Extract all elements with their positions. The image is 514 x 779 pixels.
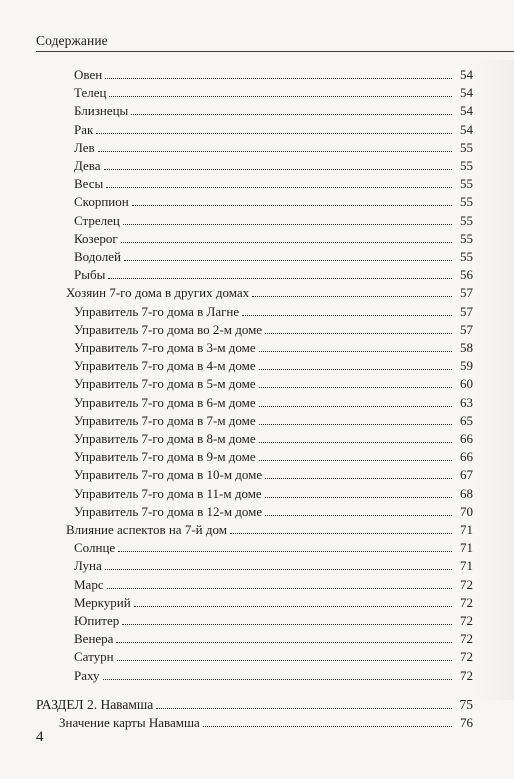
toc-entry-page: 72 bbox=[460, 576, 473, 592]
toc-entry bbox=[74, 229, 473, 247]
toc-entry bbox=[74, 538, 473, 556]
toc-entry bbox=[74, 302, 473, 320]
toc-entry-title: Значение карты Навамша bbox=[59, 715, 200, 730]
toc-entry bbox=[74, 192, 473, 210]
toc-entry bbox=[74, 120, 473, 138]
toc-entry-page: 56 bbox=[460, 267, 473, 283]
toc-entry bbox=[74, 247, 473, 265]
toc-entry bbox=[74, 447, 473, 465]
toc-entry-page: 65 bbox=[460, 412, 473, 428]
toc-entry-page: 72 bbox=[460, 631, 473, 647]
toc-entry-page: 55 bbox=[460, 249, 473, 264]
toc-entry-title: Меркурий bbox=[74, 594, 131, 610]
toc-entry-title: Весы bbox=[74, 176, 104, 192]
toc-entry-page: 54 bbox=[460, 85, 473, 101]
toc-entry-page: 57 bbox=[460, 321, 473, 337]
toc-entry-page: 71 bbox=[460, 522, 473, 537]
toc-entry bbox=[66, 520, 473, 538]
toc-entry-title: Управитель 7-го дома в 11-м доме bbox=[74, 485, 262, 501]
toc-entry-page: 75 bbox=[459, 696, 473, 712]
toc-dot-leader bbox=[265, 333, 452, 334]
toc-entry bbox=[74, 65, 473, 83]
toc-entry bbox=[36, 695, 473, 713]
toc-entry-page: 72 bbox=[460, 613, 473, 628]
toc-entry-title: Юпитер bbox=[74, 613, 120, 628]
toc-entry bbox=[74, 338, 473, 356]
toc-entry-title: Лев bbox=[74, 139, 95, 155]
toc-entry-page: 54 bbox=[460, 103, 473, 119]
toc-entry-title: Управитель 7-го дома в Лагне bbox=[74, 303, 240, 319]
toc-entry-title: Марс bbox=[74, 576, 104, 592]
toc-entry-title: Управитель 7-го дома в 10-м доме bbox=[74, 467, 263, 483]
header-rule bbox=[36, 51, 514, 52]
toc-dot-leader bbox=[104, 169, 452, 170]
toc-entry-title: Управитель 7-го дома в 6-м доме bbox=[74, 394, 256, 410]
toc-dot-leader bbox=[109, 96, 452, 97]
toc-dot-leader bbox=[131, 114, 452, 115]
toc-entry-page: 58 bbox=[460, 340, 473, 355]
toc-entry-title: Управитель 7-го дома в 8-м доме bbox=[74, 431, 256, 446]
toc-entry-title: Рак bbox=[74, 121, 94, 137]
toc-dot-leader bbox=[259, 369, 452, 370]
toc-entry bbox=[74, 411, 473, 429]
toc-entry bbox=[74, 356, 473, 374]
toc-entry-page: 54 bbox=[460, 67, 473, 82]
toc-dot-leader bbox=[265, 515, 452, 516]
toc-entry bbox=[74, 156, 473, 174]
toc-entry-page: 55 bbox=[460, 139, 473, 155]
toc-entry bbox=[74, 629, 473, 647]
toc-entry-title: Раху bbox=[74, 667, 100, 683]
toc-entry bbox=[74, 83, 473, 101]
toc-dot-leader bbox=[156, 708, 452, 709]
toc-entry bbox=[74, 647, 473, 665]
toc-dot-leader bbox=[107, 588, 452, 589]
toc-entry bbox=[66, 283, 473, 301]
toc-entry bbox=[74, 374, 473, 392]
toc-dot-leader bbox=[121, 242, 452, 243]
toc-dot-leader bbox=[108, 278, 452, 279]
toc-dot-leader bbox=[116, 642, 452, 643]
toc-entry-page: 55 bbox=[460, 230, 473, 246]
toc-entry bbox=[74, 556, 473, 574]
toc-dot-leader bbox=[259, 406, 452, 407]
toc-dot-leader bbox=[105, 569, 452, 570]
toc-entry-page: 57 bbox=[460, 285, 473, 301]
toc-entry-title: Дева bbox=[74, 158, 101, 173]
toc-entry-title: Близнецы bbox=[74, 103, 129, 119]
toc-dot-leader bbox=[117, 660, 452, 661]
toc-entry-page: 66 bbox=[460, 431, 473, 446]
toc-dot-leader bbox=[259, 460, 452, 461]
toc-dot-leader bbox=[265, 497, 452, 498]
toc-entry-title: Хозяин 7-го дома в других домах bbox=[66, 285, 250, 301]
toc-dot-leader bbox=[242, 315, 452, 316]
toc-entry-page: 72 bbox=[460, 667, 473, 683]
toc-entry bbox=[74, 211, 473, 229]
toc-entry-title: Стрелец bbox=[74, 212, 120, 228]
toc-entry-title: Влияние аспектов на 7-й дом bbox=[66, 522, 227, 537]
toc-entry-page: 60 bbox=[460, 376, 473, 392]
toc-dot-leader bbox=[118, 551, 452, 552]
toc-entry bbox=[74, 611, 473, 629]
toc-entry-page: 66 bbox=[460, 449, 473, 465]
toc-entry-title: Солнце bbox=[74, 540, 116, 556]
toc-dot-leader bbox=[132, 205, 452, 206]
toc-entry-title: Сатурн bbox=[74, 649, 114, 665]
toc-entry bbox=[59, 713, 473, 731]
toc-entry-page: 55 bbox=[460, 158, 473, 173]
toc-dot-leader bbox=[259, 442, 452, 443]
toc-entry-title: Управитель 7-го дома в 3-м доме bbox=[74, 340, 256, 355]
toc-entry-page: 67 bbox=[460, 467, 473, 483]
toc-entry bbox=[74, 265, 473, 283]
toc-dot-leader bbox=[96, 133, 452, 134]
toc-entry-title: Рыбы bbox=[74, 267, 106, 283]
toc-dot-leader bbox=[103, 679, 452, 680]
toc-entry-page: 57 bbox=[460, 303, 473, 319]
toc-entry-page: 55 bbox=[460, 194, 473, 210]
toc-entry-page: 55 bbox=[460, 212, 473, 228]
toc-entry-title: Водолей bbox=[74, 249, 121, 264]
toc-entry-title: Управитель 7-го дома во 2-м доме bbox=[74, 321, 263, 337]
toc-entry bbox=[74, 320, 473, 338]
toc-entry-title: Управитель 7-го дома в 9-м доме bbox=[74, 449, 256, 465]
toc-entry-page: 68 bbox=[460, 485, 473, 501]
toc-entry bbox=[74, 593, 473, 611]
toc-entry-page: 63 bbox=[460, 394, 473, 410]
toc-dot-leader bbox=[98, 151, 452, 152]
toc-dot-leader bbox=[122, 624, 452, 625]
toc-entry-title: РАЗДЕЛ 2. Навамша bbox=[36, 696, 154, 712]
toc-entry bbox=[74, 174, 473, 192]
toc-dot-leader bbox=[259, 351, 452, 352]
toc-entry-title: Управитель 7-го дома в 4-м доме bbox=[74, 358, 256, 374]
toc-dot-leader bbox=[230, 533, 452, 534]
running-head-title: Содержание bbox=[36, 33, 108, 48]
toc-entry-page: 72 bbox=[460, 594, 473, 610]
toc-entry bbox=[74, 101, 473, 119]
toc-entry-page: 71 bbox=[460, 540, 473, 556]
toc-entry bbox=[74, 465, 473, 483]
toc-entry-page: 55 bbox=[460, 176, 473, 192]
toc-entry-title: Управитель 7-го дома в 12-м доме bbox=[74, 503, 263, 519]
toc-entry-title: Луна bbox=[74, 558, 102, 574]
toc-entry bbox=[74, 138, 473, 156]
toc-entry-page: 54 bbox=[460, 121, 473, 137]
toc-entry bbox=[74, 484, 473, 502]
toc-entry-page: 70 bbox=[460, 503, 473, 519]
toc-entry bbox=[74, 666, 473, 684]
toc-entry-page: 76 bbox=[460, 715, 473, 730]
toc-entry bbox=[74, 502, 473, 520]
toc-dot-leader bbox=[123, 224, 452, 225]
toc-dot-leader bbox=[252, 296, 452, 297]
toc-dot-leader bbox=[265, 478, 452, 479]
toc-dot-leader bbox=[259, 424, 452, 425]
toc-entry bbox=[74, 575, 473, 593]
toc-entry-page: 71 bbox=[460, 558, 473, 574]
toc-dot-leader bbox=[105, 78, 452, 79]
toc-entry-title: Телец bbox=[74, 85, 107, 101]
toc-entry-title: Скорпион bbox=[74, 194, 129, 210]
page-edge-shadow bbox=[474, 60, 514, 700]
page-number: 4 bbox=[36, 729, 44, 745]
toc-entry bbox=[74, 429, 473, 447]
toc-dot-leader bbox=[134, 606, 452, 607]
toc-entry-title: Управитель 7-го дома в 7-м доме bbox=[74, 412, 256, 428]
toc-dot-leader bbox=[106, 187, 452, 188]
toc-entry-title: Овен bbox=[74, 67, 103, 82]
toc-dot-leader bbox=[124, 260, 452, 261]
toc-entry-title: Управитель 7-го дома в 5-м доме bbox=[74, 376, 256, 392]
toc-entry-title: Козерог bbox=[74, 230, 118, 246]
toc-entry-title: Венера bbox=[74, 631, 114, 647]
toc-entry bbox=[74, 393, 473, 411]
toc-entry-page: 59 bbox=[460, 358, 473, 374]
toc-entry-page: 72 bbox=[460, 649, 473, 665]
toc-dot-leader bbox=[203, 726, 452, 727]
toc-dot-leader bbox=[259, 387, 452, 388]
